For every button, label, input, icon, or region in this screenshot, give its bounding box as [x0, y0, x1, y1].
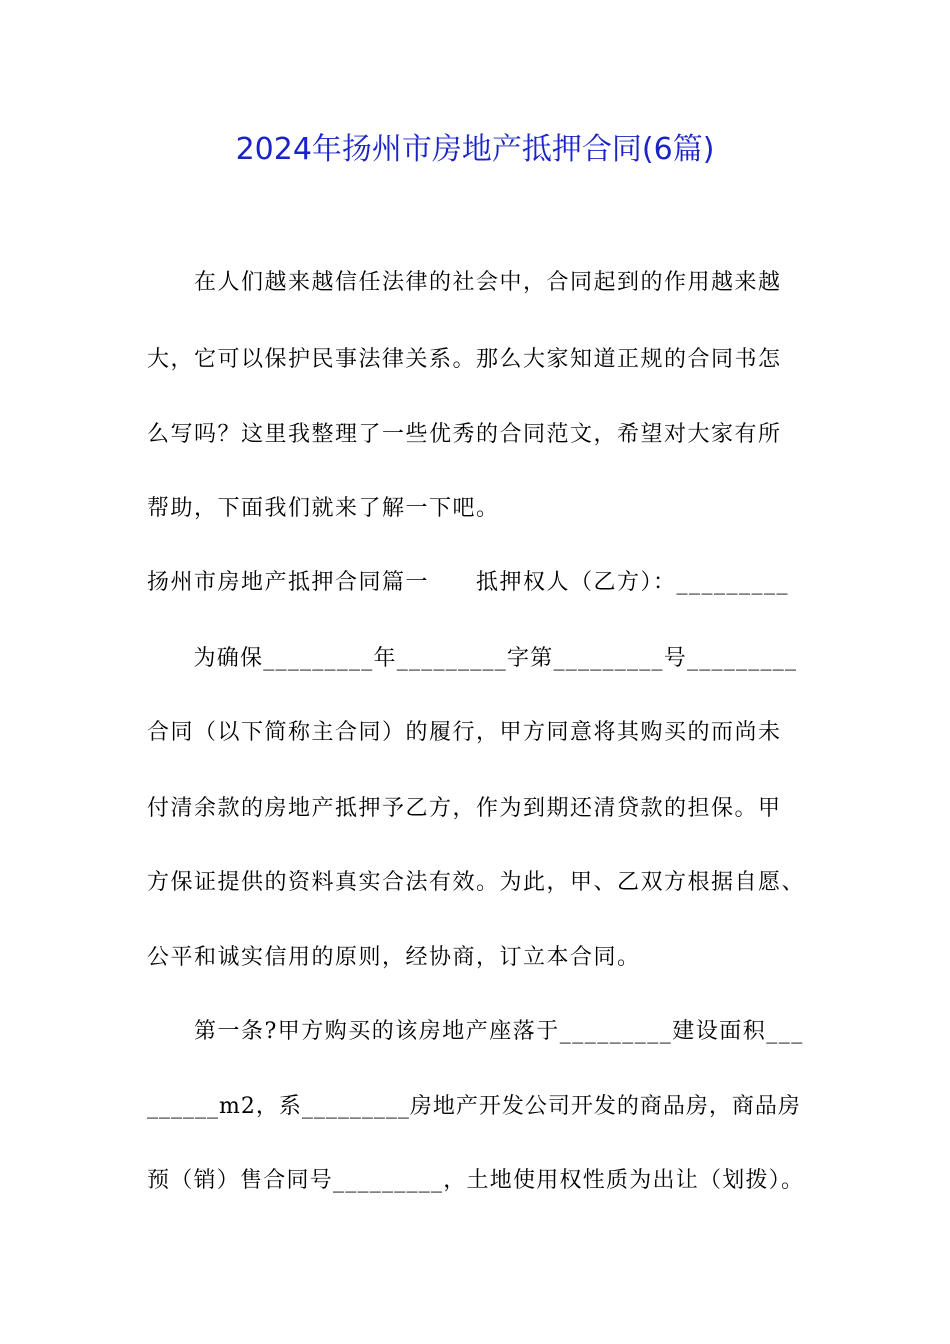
body-line-7: 合同（以下简称主合同）的履行，甲方同意将其购买的而尚未 — [147, 720, 782, 745]
body-line-11: 第一条?甲方购买的该房地产座落于_________建设面积___ — [147, 1019, 804, 1044]
body-line-2: 大，它可以保护民事法律关系。那么大家知道正规的合同书怎 — [147, 347, 782, 372]
body-line-12: ______m2，系_________房地产开发公司开发的商品房，商品房 — [147, 1094, 801, 1119]
body-line-5: 扬州市房地产抵押合同篇一 抵押权人（乙方）：_________ — [147, 570, 790, 595]
document-title: 2024年扬州市房地产抵押合同(6篇) — [235, 132, 715, 167]
body-line-4: 帮助，下面我们就来了解一下吧。 — [147, 496, 500, 521]
body-line-13: 预（销）售合同号_________，土地使用权性质为出让（划拨）。 — [147, 1168, 805, 1193]
body-line-6: 为确保_________年_________字第_________号_________ — [147, 646, 798, 671]
body-line-1: 在人们越来越信任法律的社会中，合同起到的作用越来越 — [147, 270, 782, 295]
body-line-8: 付清余款的房地产抵押予乙方，作为到期还清贷款的担保。甲 — [147, 796, 782, 821]
body-line-9: 方保证提供的资料真实合法有效。为此，甲、乙双方根据自愿、 — [147, 870, 806, 895]
body-line-10: 公平和诚实信用的原则，经协商，订立本合同。 — [147, 945, 641, 970]
body-line-3: 么写吗？这里我整理了一些优秀的合同范文，希望对大家有所 — [147, 422, 782, 447]
